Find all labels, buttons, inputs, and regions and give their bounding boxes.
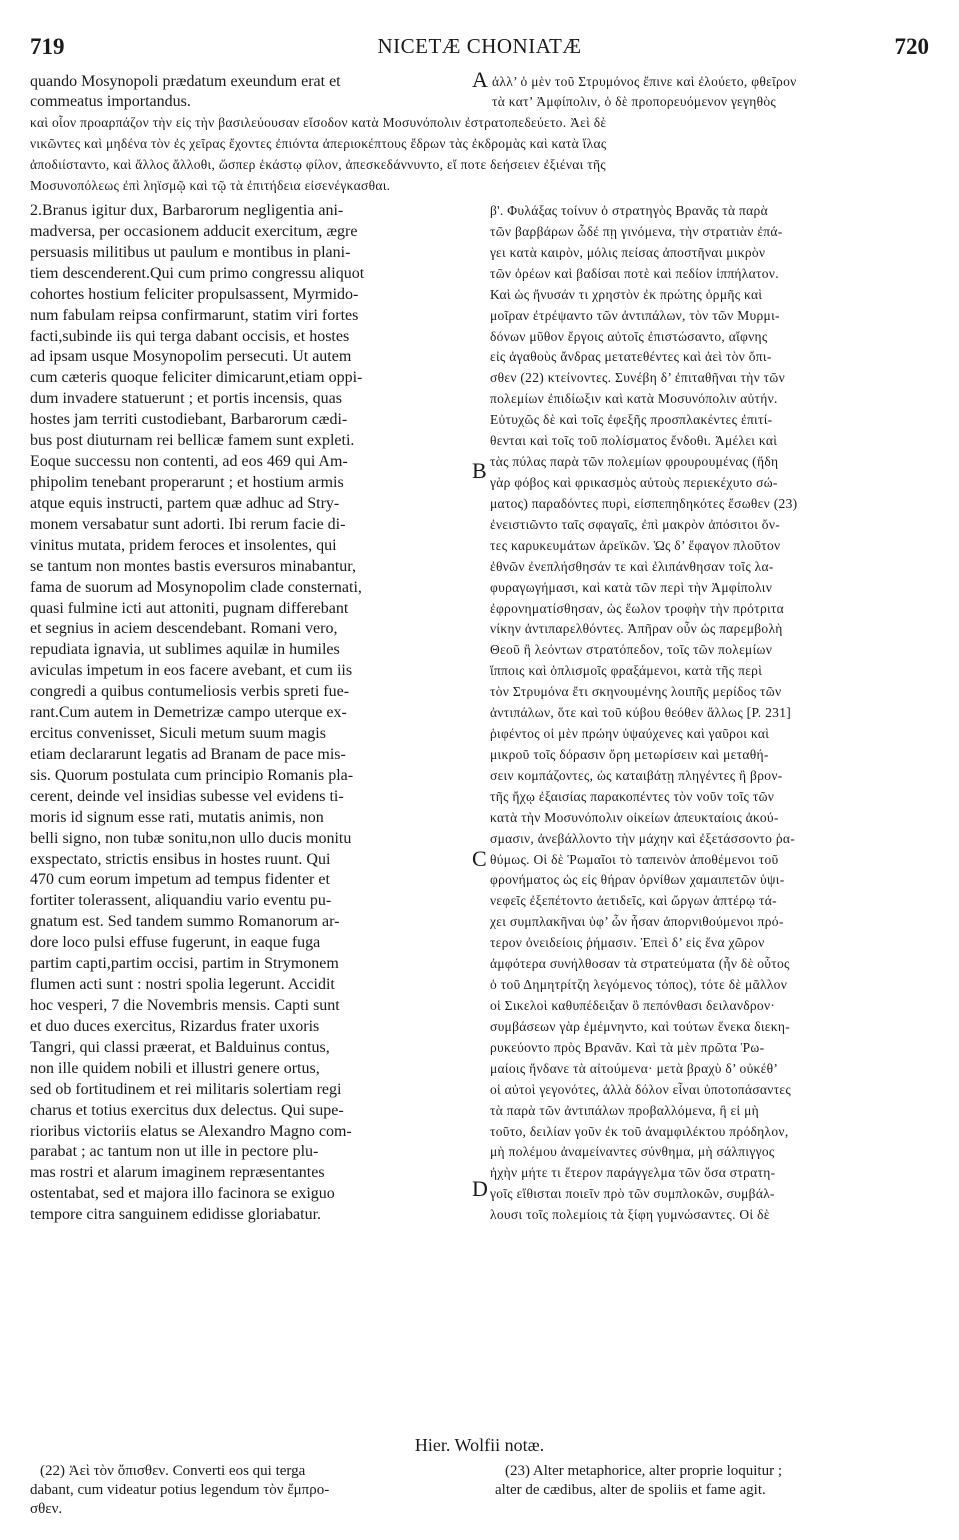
latin-line: atque equis instructi, partem quæ adhuc ad Stry- bbox=[30, 494, 340, 512]
greek-line: ἀμφότερα συνήλθοσαν τὰ στρατεύματα (ἦν δὲ οὗτος bbox=[490, 956, 790, 972]
notes-heading: Hier. Wolfii notæ. bbox=[414, 1435, 545, 1455]
greek-line: μαίοις ἥνδανε τὰ αἰτούμενα· μετὰ βραχὺ δ’ οὐκέθ’ bbox=[490, 1060, 779, 1076]
latin-line: cum cæteris quoque feliciter dimicarunt,etiam oppi- bbox=[30, 369, 363, 387]
greek-line: ἵπποις καὶ ὁπλισμοῖς φραξάμενοι, κατὰ τῆς περὶ bbox=[490, 663, 763, 679]
greek-line: ματος) παραδόντες πυρὶ, εἰσπεπηδηκότες ἔσωθεν (23) bbox=[490, 495, 798, 511]
latin-line: et duo duces exercitus, Rizardus frater uxoris bbox=[30, 1017, 320, 1035]
greek-line: τῶν ὀρέων καὶ βαδίσαι ποτὲ καὶ πεδίον ἱππήλατον. bbox=[490, 265, 779, 281]
greek-line: τὰ παρὰ τῶν ἀντιπάλων προβαλλόμενα, ἢ εἰ μὴ bbox=[490, 1102, 759, 1118]
latin-line: cerent, deinde vel insidias subesse vel evidens ti- bbox=[30, 787, 344, 805]
latin-line: 470 cum eorum impetum ad tempus fidenter et bbox=[30, 871, 330, 889]
greek-line: Καὶ ὡς ἤνυσάν τι χρηστὸν ἐκ πρώτης ὁρμῆς καὶ bbox=[490, 286, 763, 302]
latin-line: dum invadere statuerunt ; et portis incensis, quas bbox=[30, 390, 342, 408]
latin-line: charus et totius exercitus dux delectus. Qui supe- bbox=[30, 1101, 344, 1119]
greek-line: δόνων μῦθον ἔργοις αὐτοῖς ἐπιστώσαντο, αἴφνης bbox=[490, 328, 768, 344]
latin-line: vinitus mutata, pridem feroces et insolentes, qui bbox=[30, 536, 337, 554]
greek-line: φυραγωγήμασι, καὶ κατὰ τῶν περὶ τὴν Ἀμφίπολιν bbox=[490, 579, 773, 595]
greek-line: μοῖραν ἐτρέψαντο τῶν ἀντιπάλων, τὸν τῶν Μυρμι- bbox=[490, 307, 780, 323]
greek-line: ἀντιπάλων, ὅτε καὶ τοῦ κύβου θεόθεν ἄλλως [P. 231] bbox=[490, 705, 792, 721]
latin-line: rant.Cum autem in Demetrizæ campo uterque ex- bbox=[30, 704, 347, 722]
latin-line: gnatum est. Sed tandem summo Romanorum ar- bbox=[30, 913, 340, 931]
greek-line: νεφεῖς ἐξεπέτοντο ἀετιδεῖς, καὶ ὤργων ἀπτέρῳ τά- bbox=[490, 893, 777, 909]
top-line: ἀλλ’ ὁ μὲν τοῦ Στρυμόνος ἔπινε καὶ ἐλούετο, φθεῖρον bbox=[492, 74, 797, 89]
greek-line: σμασιν, ἀνεβάλλοντο τὴν μάχην καὶ ἐξετάσσοντο ῥα- bbox=[490, 830, 796, 846]
margin-marker-a: A bbox=[472, 67, 488, 92]
greek-line: γει κατὰ καιρὸν, μόλις πείσας ἀποστῆναι μικρὸν bbox=[490, 244, 766, 260]
greek-line: νίκην ἀντιπαρελθόντες. Ἀπῆραν οὖν ὡς παρεμβολὴ bbox=[490, 621, 783, 637]
latin-line: fama de suorum ad Mosynopolim clade consternati, bbox=[30, 578, 362, 596]
latin-line: num fabulam reipsa confirmarunt, statim viri fortes bbox=[30, 306, 359, 324]
latin-line: facti,subinde iis qui terga dabant occisis, et hostes bbox=[30, 327, 350, 345]
latin-line: congredi a quibus contumeliosis verbis spreti fue- bbox=[30, 683, 350, 701]
running-title: NICETÆ CHONIATÆ bbox=[377, 34, 582, 58]
greek-line: ρυκεύοντο πρὸς Βρανᾶν. Καὶ τὰ μὲν πρῶτα Ῥω- bbox=[490, 1039, 765, 1055]
latin-line: monem versabatur sunt adorti. Ibi rerum facie di- bbox=[30, 515, 346, 533]
latin-line: cohortes hostium feliciter propulsassent, Myrmido- bbox=[30, 285, 359, 303]
latin-line: 2.Branus igitur dux, Barbarorum negligentia ani- bbox=[30, 202, 344, 219]
latin-line: ostentabat, sed et majora illo facinora se exiguo bbox=[30, 1185, 335, 1203]
greek-line: σειν κομπάζοντες, ὡς καταιβάτῃ πληγέντες ἢ βρον- bbox=[490, 767, 783, 783]
page-header bbox=[30, 34, 929, 62]
latin-line: madversa, per occasionem adducit exercitum, ægre bbox=[30, 222, 358, 240]
greek-line: γὰρ φόβος καὶ φρικασμὸς αὐτοὺς περιεκέχυτο σώ- bbox=[490, 475, 778, 490]
top-line: νικῶντες καὶ μηδένα τὸν ἐς χεῖρας ἔχοντες ἐπιόντα ἀπεριοκέπτους ἔδρων τὰς ἐκδρομὰς καὶ κατὰ ἴλας bbox=[30, 136, 607, 151]
latin-line: partim capti,partim occisi, partim in Strymonem bbox=[30, 955, 339, 973]
page-number-left: 719 bbox=[30, 34, 65, 59]
greek-line: γοῖς εἴθισται ποιεῖν πρὸ τῶν συμπλοκῶν, συμβάλ- bbox=[490, 1186, 775, 1202]
latin-line: et segnius in aciem descendebant. Romani vero, bbox=[30, 620, 338, 638]
latin-line: quasi fulmine icti aut attoniti, pugnam differebant bbox=[30, 599, 349, 617]
greek-line: θενται καὶ τοῖς τοῦ πολίσματος ἔνδοθι. Ἀμέλει καὶ bbox=[490, 433, 778, 449]
greek-line: ὁ τοῦ Δημητρίτζη λεγόμενος τόπος), τότε δὲ μᾶλλον bbox=[490, 977, 788, 992]
greek-line: μικροῦ τοῖς δόρασιν ὄρη μετωρίσειν καὶ μεταθή- bbox=[490, 746, 769, 762]
margin-marker-c: C bbox=[472, 846, 487, 871]
latin-line: se tantum non montes bastis eversuros minabantur, bbox=[30, 557, 356, 575]
greek-line: φρονήματος ὡς εἰς θήραν ὀρνίθων χαμαιπετῶν ὑψι- bbox=[490, 872, 785, 888]
margin-marker-b: B bbox=[472, 458, 487, 483]
greek-line: θύμως. Οἱ δὲ Ῥωμαῖοι τὸ ταπεινὸν ἀποθέμενοι τοῦ bbox=[490, 851, 779, 867]
latin-line: dore loco pulsi effuse fugerunt, in eaque fuga bbox=[30, 934, 321, 952]
latin-line: etiam declararunt legatis ad Branam de pace mis- bbox=[30, 745, 346, 763]
top-line: ἀποδιίσταντο, καὶ ἄλλος ἄλλοθι, ὥσπερ ἑκάστῳ φίλον, ἀπεσκεδάννυντο, εἴ ποτε δεήσειεν ἐξιέναι τῆς bbox=[30, 157, 606, 172]
latin-line: Eoque successu non contenti, ad eos 469 qui Am- bbox=[30, 453, 348, 470]
greek-line: β'. Φυλάξας τοίνυν ὁ στρατηγὸς Βρανᾶς τὰ παρὰ bbox=[490, 203, 768, 218]
latin-line: hostes jam territi custodiebant, Barbarorum cædi- bbox=[30, 411, 348, 429]
latin-line: tempore citra sanguinem edidisse gloriabatur. bbox=[30, 1206, 322, 1224]
latin-line: moris id signum esse rati, mutatis animis, non bbox=[30, 808, 324, 826]
greek-line: οἱ αὐτοὶ γεγονότες, ἀλλὰ δόλον εἶναι ὑποτοπάσαντες bbox=[490, 1081, 792, 1097]
margin-marker-d: D bbox=[472, 1176, 488, 1201]
footnote-22-line: (22) Ἀεὶ τὸν ὄπισθεν. Converti eos qui terga bbox=[40, 1463, 306, 1479]
latin-line: bus post diuturnam rei bellicæ famem sunt expleti. bbox=[30, 432, 355, 450]
greek-line: συμβάσεων γὰρ ἐμέμνηντο, καὶ τούτων ἕνεκα διεκη- bbox=[490, 1018, 791, 1034]
greek-line: τερον ὀνειδείοις ῥήμασιν. Ἐπεὶ δ’ εἰς ἕνα χῶρον bbox=[490, 935, 765, 951]
top-line: τὰ κατ’ Ἀμφίπολιν, ὁ δὲ προπορευόμενον γεγηθὸς bbox=[492, 94, 777, 109]
greek-line: τοῦτο, δειλίαν γοῦν ἐκ τοῦ ἀναμφιλέκτου πρόδηλον, bbox=[490, 1123, 789, 1139]
latin-line: mas rostri et alarum imaginem repræsentantes bbox=[30, 1164, 325, 1182]
latin-line: belli signo, non tubæ sonitu,non ullo ducis monitu bbox=[30, 829, 352, 847]
latin-line: rioribus victoriis elatus se Alexandro Magno com- bbox=[30, 1122, 352, 1140]
greek-line: τὰς πύλας παρὰ τῶν πολεμίων φρουρουμένας (ἤδη bbox=[490, 454, 779, 469]
latin-line: repudiata ignavia, ut sublimes aquilæ in humiles bbox=[30, 641, 340, 659]
greek-line: ἐφρονηματίσθησαν, ὡς ἕωλον τροφὴν τὴν πρότριτα bbox=[490, 600, 785, 616]
latin-line: hoc vesperi, 7 die Novembris mensis. Capti sunt bbox=[30, 997, 340, 1014]
latin-line: ad ipsam usque Mosynopolim persecuti. Ut autem bbox=[30, 348, 352, 366]
footnote-22-line: dabant, cum videatur potius legendum τὸν ἔμπρο- bbox=[30, 1482, 330, 1498]
greek-line: τῶν βαρβάρων ὧδέ πῃ γινόμενα, τὴν στρατιὰν ἐπά- bbox=[490, 223, 783, 239]
latin-line: exspectato, strictis ensibus in hostes ruunt. Qui bbox=[30, 850, 331, 868]
greek-line: ἐθνῶν ἐνεπλήσθησάν τε καὶ ἐλιπάνθησαν τοῖς λα- bbox=[490, 558, 774, 574]
greek-line: ἐνειστιῶντο ταῖς σφαγαῖς, ἐπὶ μακρὸν ἀπόσιτοι ὄν- bbox=[490, 516, 781, 532]
greek-line: Εὐτυχῶς δὲ καὶ τοῖς ἐφεξῆς προσπλακέντες ἐπιτί- bbox=[490, 412, 773, 428]
greek-line: κατὰ τὴν Μοσυνόπολιν οἰκείων ἀπευκταίοις ἀκού- bbox=[490, 809, 779, 825]
latin-line: flumen acti sunt : nostri spolia legerunt. Accidit bbox=[30, 976, 335, 993]
latin-line: sis. Quorum postulata cum principio Romanis pla- bbox=[30, 766, 354, 784]
greek-line: χει συμπλακῆναι ὑφ’ ὧν ἦσαν ἀπορνιθούμενοι πρό- bbox=[490, 914, 784, 930]
greek-line: ἠχὴν μήτε τι ἕτερον παράγγελμα τῶν ὅσα στρατη- bbox=[490, 1165, 776, 1181]
greek-line: λουσι τοῖς πολεμίοις τὰ ξίφη γυμνώσαντες. Οἱ δὲ bbox=[490, 1207, 770, 1223]
page-number-right: 720 bbox=[894, 34, 929, 59]
latin-line: non ille quidem nobili et illustri genere ortus, bbox=[30, 1059, 320, 1077]
latin-line: persuasis militibus ut paulum e montibus in plani- bbox=[30, 243, 351, 261]
greek-line: τῆς ἤχῳ ἐξαισίας παρακοπέντες τὸν νοῦν τοῖς τῶν bbox=[490, 788, 775, 804]
footnote-22-line: σθεν. bbox=[30, 1501, 63, 1517]
top-line: quando Mosynopoli prædatum exeundum erat et bbox=[30, 73, 341, 90]
greek-line: τὸν Στρυμόνα ἔτι σκηνουμένης λοιπῆς μερίδος τῶν bbox=[490, 684, 782, 700]
latin-line: fortiter tolerassent, aliquandiu vario eventu pu- bbox=[30, 892, 332, 910]
top-line: καὶ οἷον προαρπάζον τὴν εἰς τὴν βασιλεύουσαν εἴσοδον κατὰ Μοσυνόπολιν ἐστρατοπεδεύετο. Ἀεὶ δὲ bbox=[30, 115, 607, 130]
footnote-23-line: alter de cædibus, alter de spoliis et fame agit. bbox=[495, 1482, 766, 1498]
top-line: commeatus importandus. bbox=[30, 93, 191, 110]
greek-line: μὴ πολέμου ἀναμείναντες σύνθημα, μὴ σάλπιγγος bbox=[490, 1144, 775, 1160]
latin-line: tiem descenderent.Qui cum primo congressu aliquot bbox=[30, 264, 365, 282]
latin-line: sed ob fortitudinem et rei militaris solertiam regi bbox=[30, 1080, 342, 1098]
footnote-23-line: (23) Alter metaphorice, alter proprie loquitur ; bbox=[505, 1463, 782, 1479]
greek-line: ῥιφέντος οἱ μὲν πρώην ὑψαύχενες καὶ γαῦροι καὶ bbox=[490, 726, 770, 741]
latin-line: parabat ; ac tantum non ut ille in pectore plu- bbox=[30, 1143, 319, 1161]
top-line: Μοσυνοπόλεως ἐπὶ ληϊσμῷ καὶ τῷ τὰ ἐπιτήδεια εἰσενέγκασθαι. bbox=[30, 178, 391, 193]
greek-line: εἰς ἀγαθοὺς ἄνδρας μετατεθέντες καὶ ἀεὶ τὸν ὄπι- bbox=[490, 349, 772, 365]
latin-line: ercitus convenisset, Siculi metum suum magis bbox=[30, 725, 326, 742]
greek-line: πολεμίων ἐπιδίωξιν καὶ κατὰ Μοσυνόπολιν αὐτήν. bbox=[490, 391, 778, 407]
latin-line: aviculas impetum in eos facere avebant, et cum iis bbox=[30, 662, 353, 680]
greek-line: Θεοῦ ἢ λεόντων στρατόπεδον, τοῖς τῶν πολεμίων bbox=[490, 642, 773, 658]
latin-line: Tangri, qui classi præerat, et Balduinus contus, bbox=[30, 1038, 330, 1056]
greek-line: τες καρυκευμάτων ἀρεϊκῶν. Ὡς δ’ ἔφαγον πλοῦτον bbox=[490, 537, 781, 553]
greek-line: σθεν (22) κτείνοντες. Συνέβη δ’ ἐπιταθῆναι τὴν τῶν bbox=[490, 370, 785, 386]
greek-line: οἱ Σικελοὶ καθυπέδειξαν ὃ πεπόνθασι δειλανδρον· bbox=[490, 998, 776, 1013]
latin-line: phipolim tenebant properarunt ; et hostium armis bbox=[30, 474, 344, 491]
